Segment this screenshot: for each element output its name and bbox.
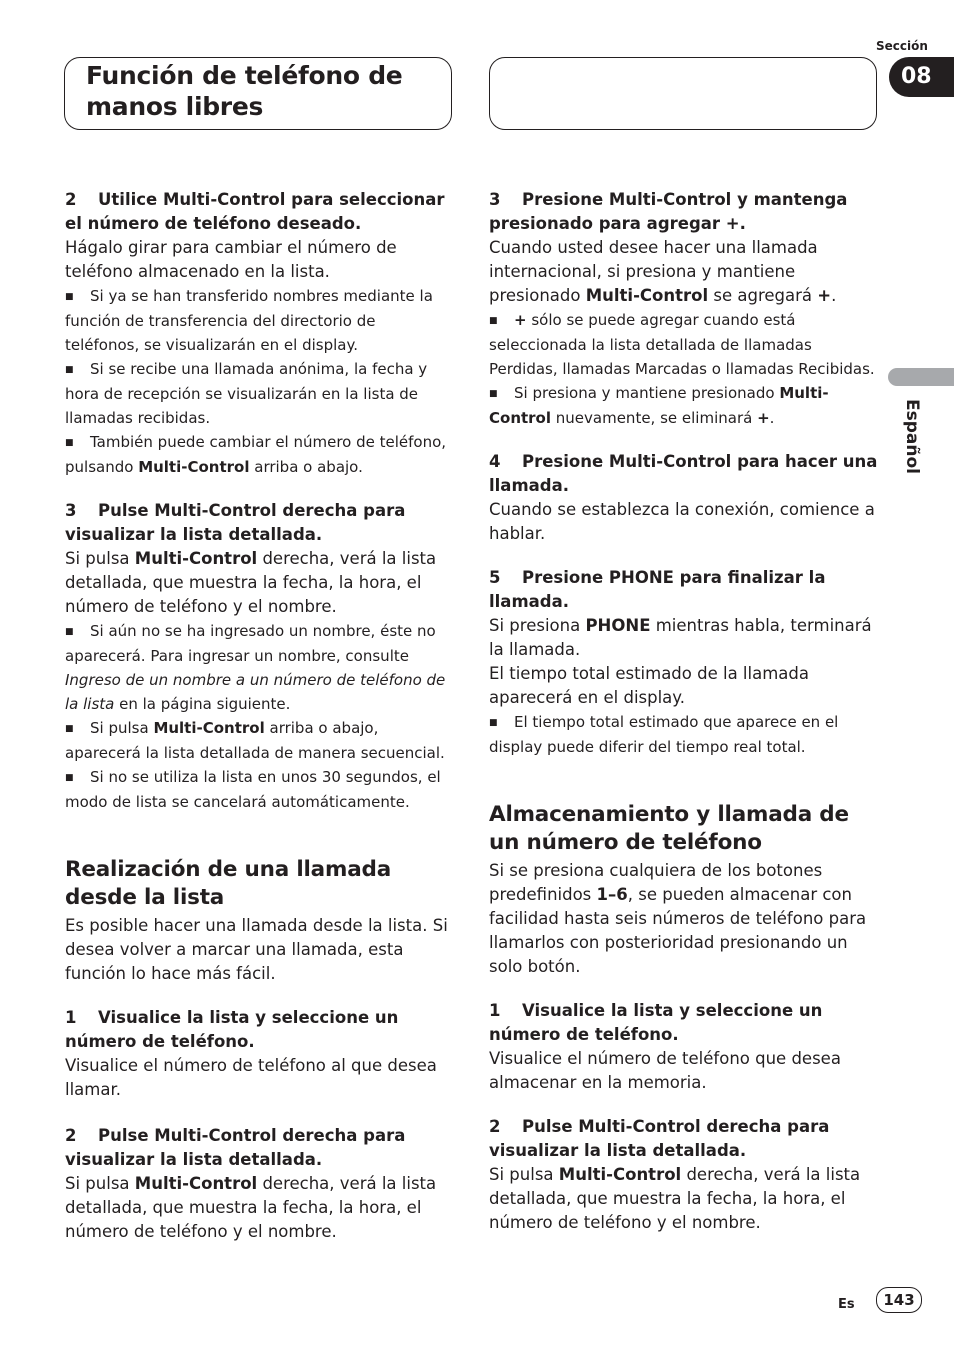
page-title [86,60,402,122]
step-body: El tiempo total estimado de la llamada aparecerá en el display. [489,664,809,707]
language-tab-marker [888,368,954,386]
right-column [489,178,879,1235]
empty-frame [489,57,877,130]
note: ■ Si se recibe una llamada anónima, la fecha y hora de recepción se visualizarán en la lista de llamadas recibidas. [65,360,428,427]
note: ■ Si no se utiliza la lista en unos 30 segundos, el modo de lista se cancelará automáticamente. [65,768,441,811]
bullet-square-icon: ■ [489,389,498,399]
step-body: Si pulsa Multi-Control derecha, verá la lista detallada, que muestra la fecha, la hora, el número de teléfono y el nombre. [65,549,437,616]
note: ■ El tiempo total estimado que aparece en el display puede diferir del tiempo real total. [489,713,839,756]
bullet-square-icon: ■ [65,292,74,302]
step-heading: 1 Visualice la lista y seleccione un número de teléfono. [489,1001,823,1044]
section-heading: Almacenamiento y llamada de un número de teléfono [489,802,849,855]
step-body: Visualice el número de teléfono al que desea llamar. [65,1056,437,1099]
note: ■ + sólo se puede agregar cuando está seleccionada la lista detallada de llamadas Perdidas, llamadas Marcadas o llamadas Recibidas. [489,311,875,378]
step-body: Si pulsa Multi-Control derecha, verá la lista detallada, que muestra la fecha, la hora, el número de teléfono y el nombre. [489,1165,861,1232]
note: ■ Si ya se han transferido nombres mediante la función de transferencia del directorio de teléfonos, se visualizarán en el display. [65,287,433,354]
step-heading: 3 Presione Multi-Control y mantenga presionado para agregar +. [489,190,848,233]
bullet-square-icon: ■ [489,718,498,728]
step-heading: 3 Pulse Multi-Control derecha para visualizar la lista detallada. [65,501,406,544]
bullet-square-icon: ■ [489,316,498,326]
step-body: Hágalo girar para cambiar el número de teléfono almacenado en la lista. [65,238,397,281]
bullet-square-icon: ■ [65,773,74,783]
left-column [65,178,453,1244]
note: ■ Si pulsa Multi-Control arriba o abajo, aparecerá la lista detallada de manera secuencial. [65,719,445,762]
step-body: Si presiona PHONE mientras habla, terminará la llamada. [489,616,872,659]
language-tab [896,399,928,489]
step-body: Si pulsa Multi-Control derecha, verá la lista detallada, que muestra la fecha, la hora, el número de teléfono y el nombre. [65,1174,437,1241]
step-heading: 5 Presione PHONE para finalizar la llamada. [489,568,826,611]
section-number-badge: 08 [889,57,954,97]
language-label: Español [902,399,922,474]
section-intro: Es posible hacer una llamada desde la lista. Si desea volver a marcar una llamada, esta función lo hace más fácil. [65,916,448,983]
footer-language-code: Es [838,1297,855,1312]
bullet-square-icon: ■ [65,627,74,637]
step-heading: 2 Utilice Multi-Control para seleccionar el número de teléfono deseado. [65,190,445,233]
step-heading: 1 Visualice la lista y seleccione un número de teléfono. [65,1008,399,1051]
bullet-square-icon: ■ [65,365,74,375]
step-body: Visualice el número de teléfono que desea almacenar en la memoria. [489,1049,841,1092]
note: ■ Si presiona y mantiene presionado Multi-Control nuevamente, se eliminará +. [489,384,829,427]
bullet-square-icon: ■ [65,438,74,448]
bullet-square-icon: ■ [65,724,74,734]
step-body: Cuando usted desee hacer una llamada internacional, si presiona y mantiene presionado Multi-Control se agregará +. [489,238,837,305]
page-title-line-2: manos libres [86,92,264,121]
page-number: 143 [876,1287,922,1313]
step-heading: 2 Pulse Multi-Control derecha para visualizar la lista detallada. [489,1117,830,1160]
section-heading: Realización de una llamada desde la lista [65,857,392,910]
section-label: Sección [876,39,928,53]
note: ■ Si aún no se ha ingresado un nombre, éste no aparecerá. Para ingresar un nombre, consulte Ingreso de un nombre a un número de teléfono de la lista en la página siguiente. [65,622,446,713]
page-title-line-1: Función de teléfono de [86,61,403,90]
section-intro: Si se presiona cualquiera de los botones predefinidos 1–6, se pueden almacenar con facilidad hasta seis números de teléfono para llamarlos con posterioridad presionando un solo botón. [489,861,867,976]
step-body: Cuando se establezca la conexión, comience a hablar. [489,500,875,543]
note: ■ También puede cambiar el número de teléfono, pulsando Multi-Control arriba o abajo. [65,433,447,476]
step-heading: 2 Pulse Multi-Control derecha para visualizar la lista detallada. [65,1126,406,1169]
step-heading: 4 Presione Multi-Control para hacer una llamada. [489,452,878,495]
